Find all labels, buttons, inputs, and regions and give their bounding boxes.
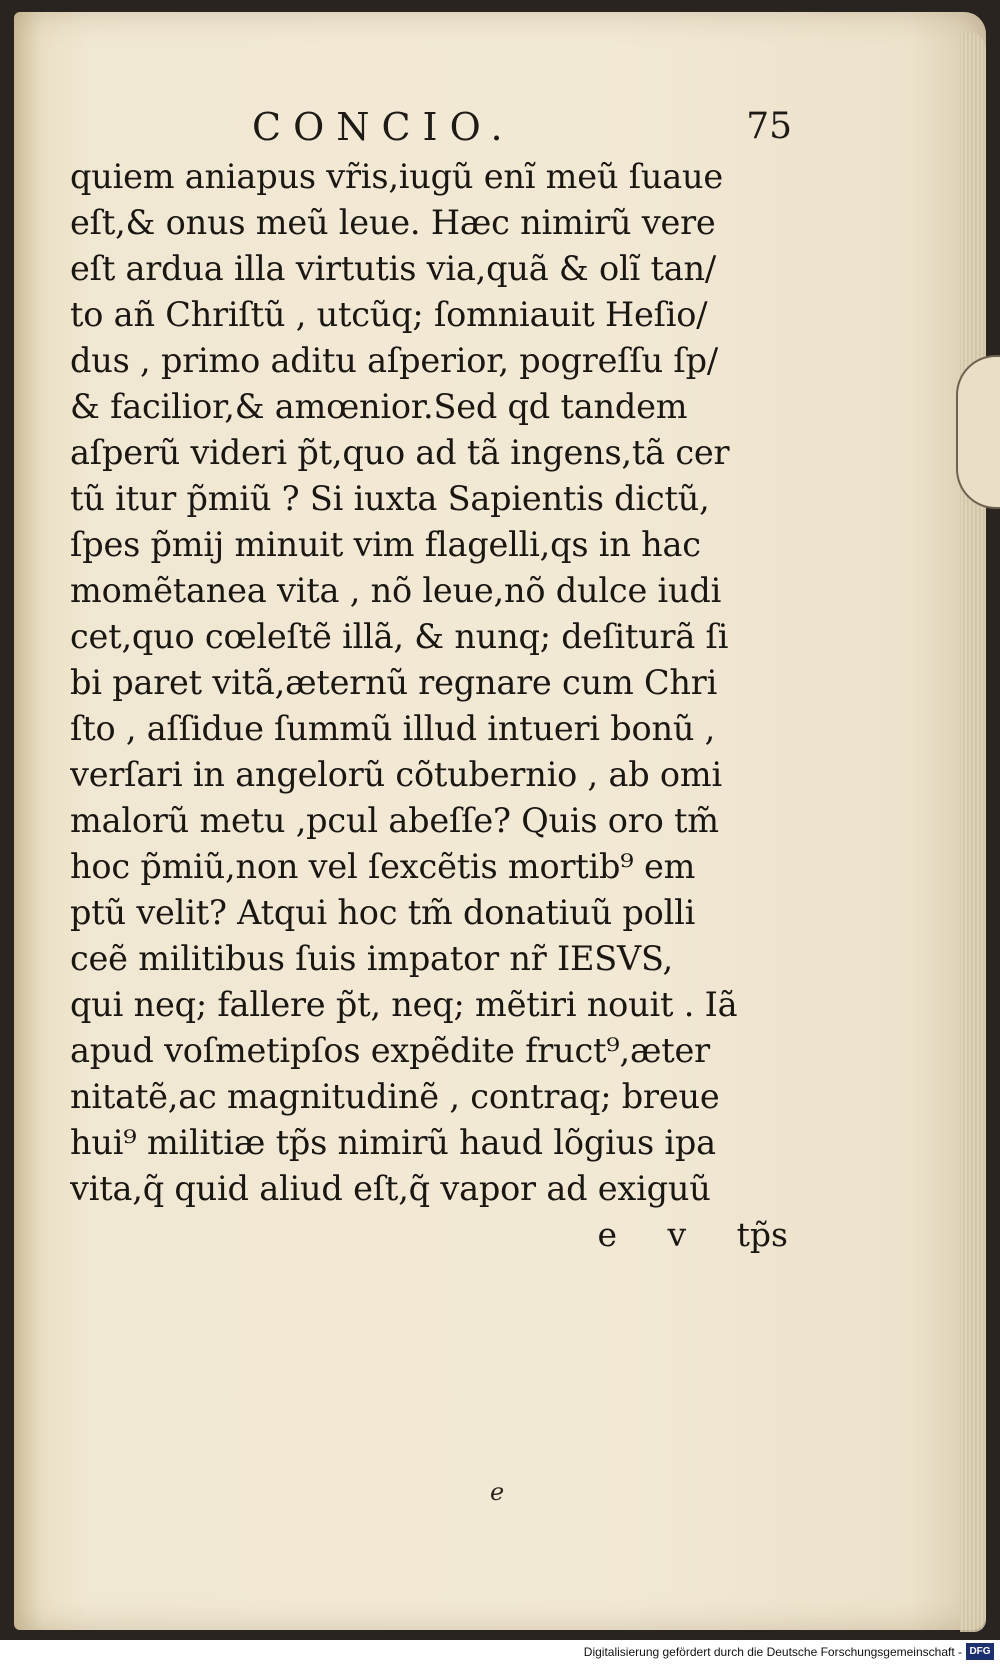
catchword: e v tp̃s <box>597 1215 788 1254</box>
text-line: ſpes p̃mij minuit vim flagelli,qs in hac <box>70 525 701 564</box>
body-text <box>70 154 794 1258</box>
text-line: aſperũ videri p̃t,quo ad tã ingens,tã cer <box>70 433 730 472</box>
text-line: momẽtanea vita , nõ leue,nõ dulce iudi <box>70 571 722 610</box>
text-line: vita,q̃ quid aliud eſt,q̃ vapor ad exiguũ <box>70 1169 711 1208</box>
text-line: cet,quo cœleſtẽ illã, & nunq; deſiturã ſi <box>70 617 729 656</box>
text-line: quiem aniapus vr̃is,iugũ enĩ meũ ſuaue <box>70 157 724 196</box>
text-line: hoc p̃miũ,non vel ſexcẽtis mortib⁹ em <box>70 847 696 886</box>
text-line: nitatẽ,ac magnitudinẽ , contraq; breue <box>70 1077 720 1116</box>
page-edge-tab <box>956 355 1000 509</box>
page-number: 75 <box>746 106 792 147</box>
signature-mark: e <box>490 1478 505 1506</box>
text-line: apud voſmetipſos expẽdite fruct⁹,æter <box>70 1031 710 1070</box>
text-line: malorũ metu ,pcul abeſſe? Quis oro tm̃ <box>70 801 719 840</box>
text-line: verſari in angelorũ cõtubernio , ab omi <box>70 755 722 794</box>
fore-edge <box>960 32 986 1632</box>
running-head: CONCIO. <box>252 105 515 149</box>
text-line: dus , primo aditu aſperior, pogreſſu ſp/ <box>70 341 718 380</box>
text-line: hui⁹ militiæ tp̃s nimirũ haud lõgius ipa <box>70 1123 716 1162</box>
text-line: tũ itur p̃miũ ? Si iuxta Sapientis dictũ, <box>70 479 710 518</box>
text-line: & facilior,& amœnior.Sed qd tandem <box>70 387 688 426</box>
footer-bar <box>0 1640 1000 1665</box>
text-line: eſt ardua illa virtutis via,quã & olĩ tan/ <box>70 249 716 288</box>
text-line: ceẽ militibus ſuis impator nr̃ IESVS, <box>70 939 673 978</box>
text-line: eſt,& onus meũ leue. Hæc nimirũ vere <box>70 203 716 242</box>
funding-credit: Digitalisierung gefördert durch die Deutsche Forschungsgemeinschaft - <box>583 1645 962 1659</box>
page-header <box>232 105 792 149</box>
text-line: to añ Chriſtũ , utcũq; ſomniauit Heſio/ <box>70 295 708 334</box>
text-line: ptũ velit? Atqui hoc tm̃ donatiuũ polli <box>70 893 696 932</box>
text-line: ſto , aſſidue ſummũ illud intueri bonũ , <box>70 709 716 748</box>
text-line: qui neq; fallere p̃t, neq; mẽtiri nouit . Iã <box>70 985 738 1024</box>
text-line: bi paret vitã,æternũ regnare cum Chri <box>70 663 718 702</box>
dfg-logo-icon: DFG <box>966 1643 994 1660</box>
